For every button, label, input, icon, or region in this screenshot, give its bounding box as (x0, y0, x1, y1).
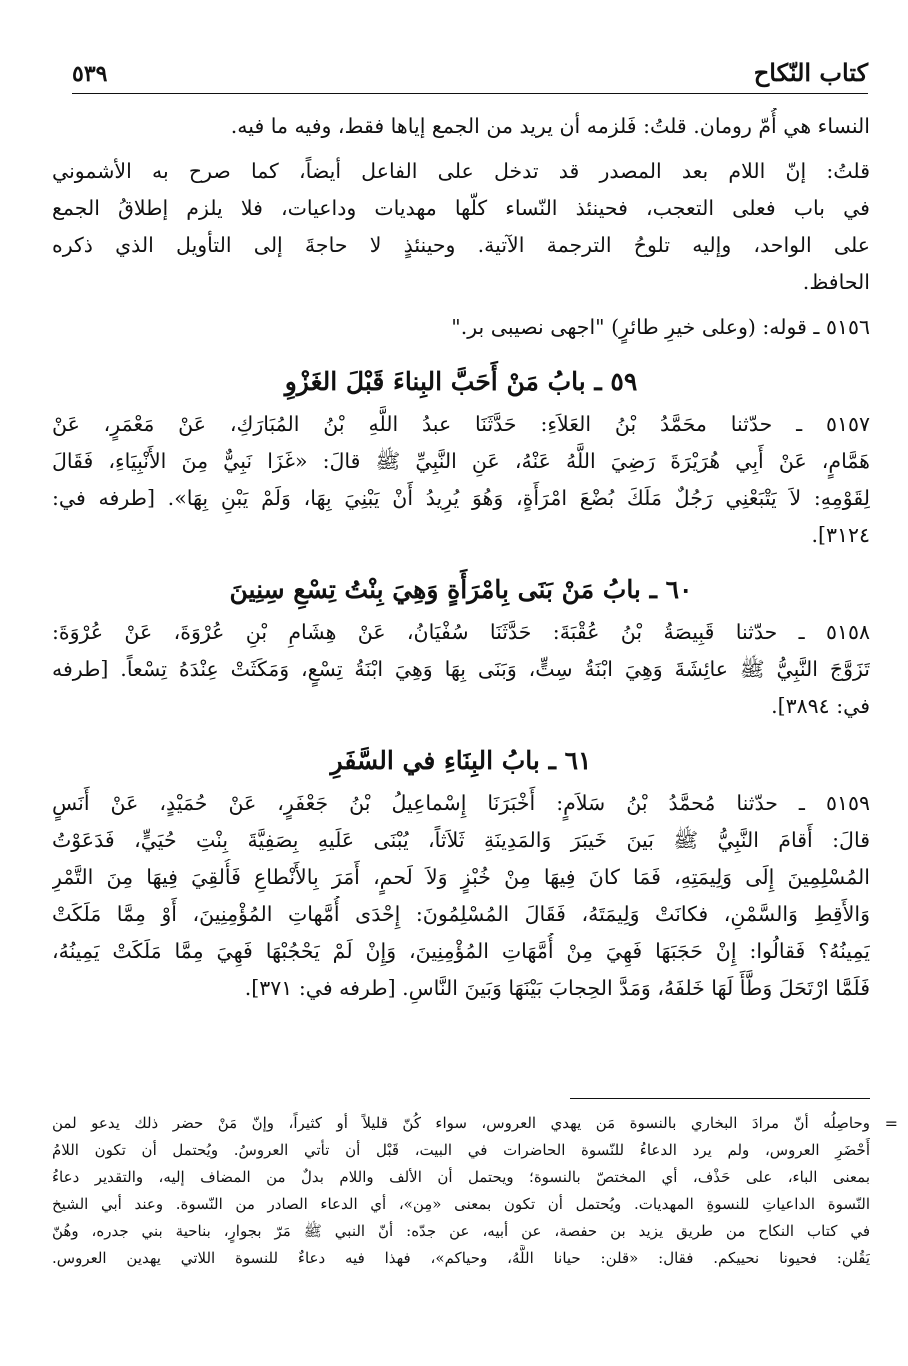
text-line: قالَ: أَقامَ النَّبِيُّ ﷺ بَينَ خَيبَرَ وَالمَدِينَةِ ثَلاَثاً، يُبْنَى عَلَيهِ بِصَفِيَّةَ بِنْتِ حُيَيٍّ، فَدَعَوْتُ (52, 828, 870, 852)
footnote-line: النّسوة الداعياتِ للنسوةِ المهديات. ويُحتمل أن تكون بمعنى «مِن»، أي الدعاء الصادر من النّسوة. وعند أبي الشيخ (52, 1195, 870, 1213)
footnote-line: يَقُلن: فحيونا نحييكم. فقال: «قلن: حيانا اللَّهُ، وحياكم»، فهذا فيه دعاءٌ للنسوة اللاتي يهدين العروس. (52, 1249, 870, 1267)
text-line: في: ٣٨٩٤]. (771, 694, 870, 718)
text-line: وَالأَقِطِ وَالسَّمْنِ، فكانَتْ وَلِيمَتَهُ، فَقَالَ المُسْلِمُونَ: إِحْدَى أُمَّهاتِ المُؤْمِنِينَ، أَوْ مِمَّا مَلَكَتْ (52, 902, 870, 926)
chapter-heading-61: ٦١ ـ بابُ البِنَاءِ في السَّفَرِ (330, 746, 592, 775)
footnote-divider (570, 1098, 870, 1099)
text-line: النساء هي أُمّ رومان. قلتُ: فَلزمه أن يريد من الجمع إياها فقط، وفيه ما فيه. (230, 114, 870, 138)
chapter-heading-59: ٥٩ ـ بابُ مَنْ أَحَبَّ البِناءَ قَبْلَ الغَزْوِ (284, 367, 638, 396)
text-line: المُسْلِمِينَ إِلَى وَلِيمَتِهِ، فَمَا كانَ فِيهَا مِنْ خُبْزٍ وَلاَ لَحمٍ، أَمَرَ بِالأَنْطاعِ فَأُلقِيَ فِيهَا مِنَ التَّمْرِ (52, 865, 870, 889)
chapter-heading-60: ٦٠ ـ بابُ مَنْ بَنَى بِامْرَأَةٍ وَهِيَ بِنْتُ تِسْعِ سِنِينَ (229, 575, 693, 604)
footnote-line: بمعنى الباء، على حَذْف، أي المختصّ بالنسوة؛ ويحتمل أن الألف واللام بدلٌ من المضاف إليه، والتقدير دعاءُ (52, 1168, 870, 1186)
running-title: كتاب النّكاح (753, 58, 868, 87)
text-line: هَمَّامٍ، عَنْ أَبِي هُرَيْرَةَ رَضِيَ اللَّهُ عَنْهُ، عَنِ النَّبِيِّ ﷺ قالَ: «غَزَا نَبِيٌّ مِنَ الأَنْبِيَاءِ، فَقَالَ (52, 449, 870, 473)
text-line: فَلَمَّا ارْتَحَلَ وَطَّأَ لَهَا خَلفَهُ، وَمَدَّ الحِجابَ بَيْنَهَا وَبَينَ النَّاسِ. [طرفه في: ٣٧١]. (244, 976, 870, 1000)
footnote-line: وحاصِلُه أنّ مرادَ البخاري بالنسوة مَن يهدي العروس، سواء كُنّ قليلاً أو كثيراً، وإنّ مَنْ حضر ذلك يدعو لمن (52, 1114, 870, 1132)
footnote-line: في كتاب النكاح من طريق يزيد بن حفصة، عن أبيه، عن جدّه: أنّ النبي ﷺ مَرّ بجوارٍ، بناحية بني جدره، وهُنّ (52, 1222, 870, 1240)
main-text (52, 108, 870, 1015)
paragraph-5156 (52, 309, 870, 346)
paragraph-2 (52, 153, 870, 301)
text-line: على الواحد، وإليه تلوحُ الترجمة الآتية. وحينئذٍ لا حاجةَ إلى التأويل الذي ذكره (52, 233, 870, 257)
paragraph-1 (52, 108, 870, 145)
text-line: قلتُ: إنّ اللام بعد المصدر قد تدخل على الفاعل أيضاً، كما صرح به الأشموني (52, 159, 870, 183)
text-line: ٣١٢٤]. (811, 523, 870, 547)
hadith-5157 (52, 406, 870, 554)
page-header (72, 50, 868, 94)
text-line: ٥١٥٨ ـ حدّثنا قَبِيصَةُ بْنُ عُقْبَةَ: حَدَّثَنَا سُفْيَانُ، عَنْ هِشَامِ بْنِ عُرْوَةَ، عَنْ عُرْوَةَ: (52, 620, 870, 644)
text-line: لِقَوْمِهِ: لاَ يَتْبَعْنِي رَجُلٌ مَلَكَ بُضْعَ امْرَأَةٍ، وَهُوَ يُرِيدُ أَنْ يَبْنِيَ بِهَا، وَلَمْ يَبْنِ بِهَا». [طرفه في: (52, 486, 870, 510)
text-line: ٥١٥٦ ـ قوله: (وعلى خيرِ طائرٍ) "اجهى نصيبى بر." (451, 315, 870, 339)
footnote-line: أَحْضَرِ العروس، ولم يرد الدعاءُ للنّسوة الحاضرات في البيت، قَبْل أن تأتي العروسُ. ويُحتمل أن تكون اللامُ (52, 1141, 870, 1159)
text-line: ٥١٥٧ ـ حدّثنا محَمَّدُ بْنُ العَلاَءِ: حَدَّثَنَا عبدُ اللَّهِ بْنُ المُبَارَكِ، عَنْ مَعْمَرٍ، عَنْ (52, 412, 870, 436)
text-line: الحافظ. (802, 270, 870, 294)
page-number: ٥٣٩ (72, 61, 108, 87)
hadith-5159 (52, 785, 870, 1007)
text-line: في باب فعلى التعجب، فحينئذ النّساء كلّها مهديات وداعيات، فلا يلزم إطلاقُ الجمع (52, 196, 870, 220)
text-line: تَزَوَّجَ النَّبِيُّ ﷺ عائِشَةَ وَهِيَ ابْنَةُ سِتٍّ، وَبَنَى بِهَا وَهِيَ ابْنَةُ تِسْعٍ، وَمَكَثَتْ عِنْدَهُ تِسْعاً. [طرفه (52, 657, 870, 681)
footnotes (52, 1110, 898, 1272)
text-line: ٥١٥٩ ـ حدّثنا مُحمَّدُ بْنُ سَلاَمٍ: أَخْبَرَنَا إِسْماعِيلُ بْنُ جَعْفَرٍ، عَنْ حُمَيْدٍ، عَنْ أَنَسٍ (52, 791, 870, 815)
footnote-continuation-mark: = (884, 1114, 898, 1133)
text-line: يَمِينُهُ؟ فَقالُوا: إِنْ حَجَبَهَا فَهِيَ مِنْ أُمَّهَاتِ المُؤْمِنِينَ، وَإِنْ لَمْ يَحْجُبْهَا فَهِيَ مِمَّا مَلَكَتْ يَمِينُهُ، (52, 939, 870, 963)
hadith-5158 (52, 614, 870, 725)
